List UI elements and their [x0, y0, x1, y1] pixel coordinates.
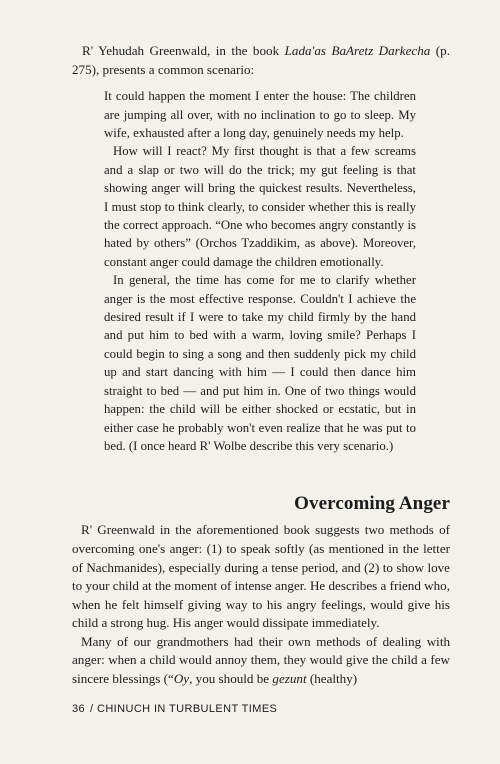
body-paragraph-2-start: Many of our grandmothers had their own methods of dealing with anger: when a child would annoy them, they would give the child a few sincere blessings (“ — [72, 633, 450, 687]
page-content — [72, 42, 450, 689]
intro-paragraph — [72, 42, 450, 79]
page-footer — [72, 703, 277, 715]
section-heading: Overcoming Anger — [294, 493, 450, 515]
italic-gezunt: gezunt — [272, 671, 307, 687]
intro-text-end: (p. 275), presents a common scenario: — [72, 43, 450, 77]
quote-paragraph-2: How will I react? My first thought is that a few screams and a slap or two will do the trick; my gut feeling is that showing anger will bring the quickest results. Nevertheless, I must stop to think clearly, to consider whether this is really the correct approach. “One who becomes angry constantly is hated by others” (Orchos Tzaddikim, as above). Moreover, constant anger could damage the children emotionally. — [104, 144, 416, 269]
book-title: Lada'as BaAretz Darkecha — [284, 43, 431, 58]
running-title: CHINUCH IN TURBULENT TIMES — [96, 703, 278, 715]
footer-separator: / — [90, 703, 94, 715]
italic-oy: Oy — [173, 671, 190, 687]
body-paragraph-1: R' Greenwald in the aforementioned book suggests two methods of overcoming one's anger: (1) to speak softly (as mentioned in the letter of Nachmanides), especially during a tense period, and (2) to show love to your child at the moment of intense anger. He describes a friend who, when he felt himself giving way to his angry feelings, would give his child a strong hug. His anger would dissipate immediately. — [72, 522, 450, 631]
block-quote — [104, 87, 416, 455]
quote-paragraph-1: It could happen the moment I enter the house: The children are jumping all over, with no inclination to go to sleep. My wife, exhausted after a long day, genuinely needs my help. — [104, 89, 416, 140]
quote-paragraph-3: In general, the time has come for me to clarify whether anger is the most effective response. Couldn't I achieve the desired result if I were to take my child firmly by the hand and put him to bed with a warm, loving smile? Perhaps I could begin to sing a song and then suddenly pick my child up and start dancing with him — I could then dance him straight to bed — and put him in. One of two things would happen: the child will be either shocked or ecstatic, but in either case he probably won't even realize that he was put to bed. (I once heard R' Wolbe describe this very scenario.) — [104, 273, 416, 453]
body-paragraph-2 — [72, 633, 450, 689]
intro-text-start: R' Yehudah Greenwald, in the book — [82, 43, 285, 58]
body-paragraph-2-mid: , you should be — [189, 671, 273, 687]
body-paragraph-2-end: (healthy) — [306, 671, 358, 687]
page-number: 36 — [72, 703, 86, 715]
